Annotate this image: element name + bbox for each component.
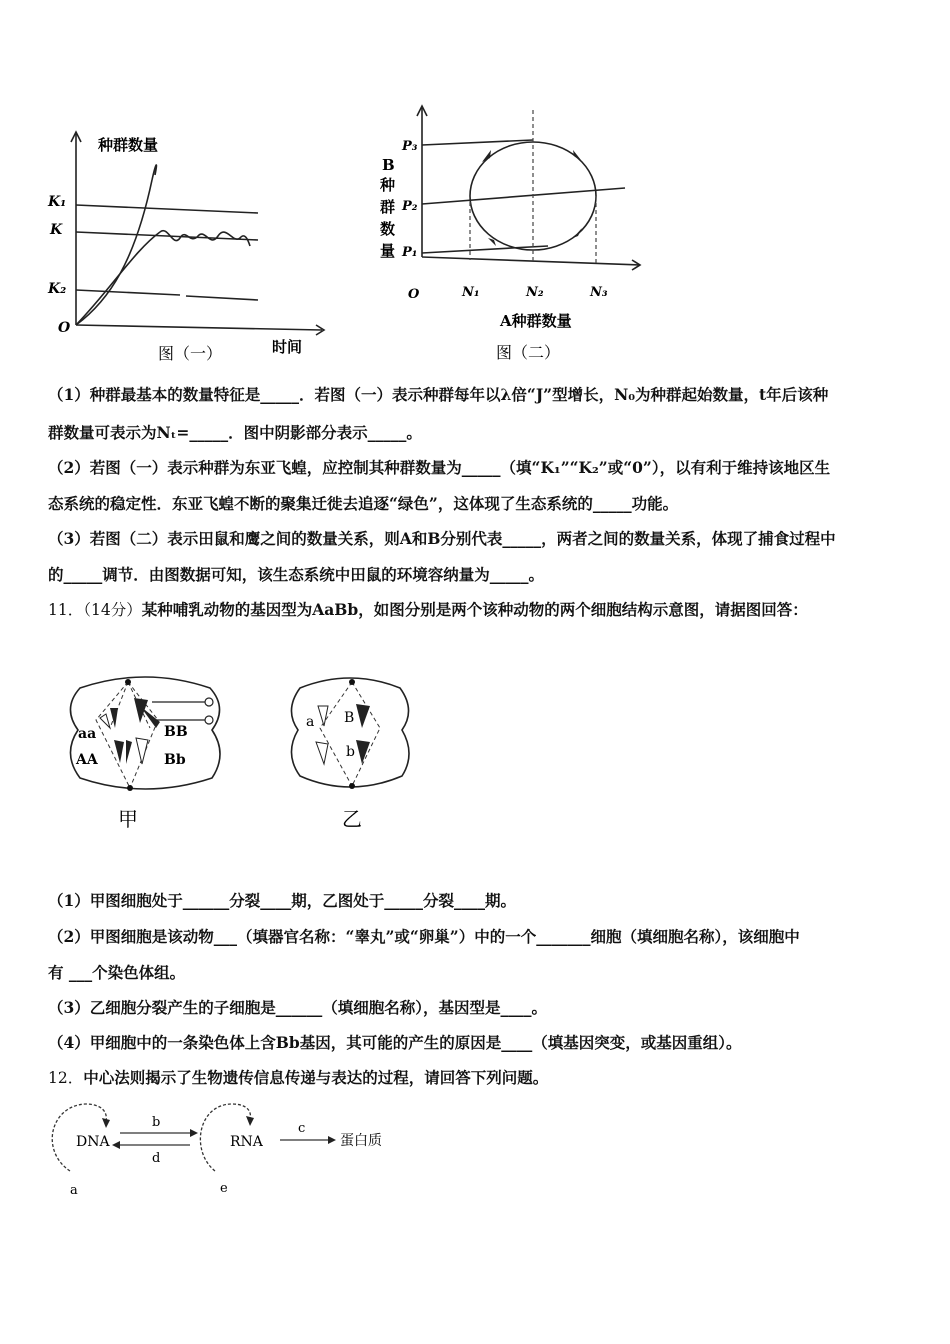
dogma-b-label: b [152, 1115, 161, 1130]
q10-line-5: （3）若图（二）表示田鼠和鹰之间的数量关系，则A和B分别代表_____，两者之间的数量关系，体现了捕食过程中 [48, 529, 836, 548]
cell-jia-aa-label: aa [78, 726, 97, 742]
cell-jia-Bb-label: Bb [164, 752, 186, 768]
fig1-xlabel: 时间 [272, 338, 303, 356]
fig2-ylabel-4: 数 [380, 220, 396, 238]
fig2-origin: O [408, 287, 420, 302]
fig2-n1-label: N₁ [462, 285, 480, 300]
dogma-dna-label: DNA [76, 1134, 110, 1150]
q12-stem [48, 1068, 908, 1088]
fig1-ylabel: 种群数量 [98, 136, 159, 154]
q10-line-4: 态系统的稳定性．东亚飞蝗不断的聚集迁徙去追逐“绿色”，这体现了生态系统的_____功能。 [48, 494, 679, 513]
q10-line-3: （2）若图（一）表示种群为东亚飞蝗，应控制其种群数量为_____（填“K₁”“K₂”或“0”），以有利于维持该地区生 [48, 458, 831, 477]
fig2-n3-label: N₃ [590, 285, 608, 300]
fig2-ylabel-2: 种 [380, 176, 396, 194]
fig2-ylabel-1: B [382, 156, 395, 174]
q10-line-1: （1）种群最基本的数量特征是_____．若图（一）表示种群每年以λ倍“J”型增长，N₀为种群起始数量，t年后该种 [48, 385, 829, 404]
q12-number: 12． [48, 1069, 84, 1087]
cell-yi-caption: 乙 [342, 807, 362, 831]
q11-line-5: （4）甲细胞中的一条染色体上含Bb基因，其可能的产生的原因是____（填基因突变，或基因重组）。 [48, 1033, 742, 1052]
cell-jia-AA-label: AA [76, 752, 98, 768]
dogma-protein-label: 蛋白质 [340, 1133, 382, 1149]
cell-yi-b-label: b [346, 744, 355, 760]
central-dogma-diagram [40, 1096, 400, 1206]
dogma-c-label: c [298, 1121, 306, 1136]
fig1-origin: O [58, 320, 71, 336]
fig2-ylabel-5: 量 [380, 242, 396, 260]
fig2-p2-label: P₂ [402, 199, 418, 214]
q10-line-6: 的_____调节．由图数据可知，该生态系统中田鼠的环境容纳量为_____。 [48, 565, 545, 584]
figure-2-predator-prey-cycle [370, 100, 650, 365]
q11-line-3: 有 ___个染色体组。 [48, 963, 186, 982]
fig1-caption: 图（一） [158, 344, 223, 363]
fig2-xlabel: A种群数量 [500, 312, 572, 330]
q10-line-2: 群数量可表示为Nₜ=_____．图中阴影部分表示_____。 [48, 423, 422, 442]
q12-stem-text: 中心法则揭示了生物遗传信息传递与表达的过程，请回答下列问题。 [83, 1068, 549, 1087]
q11-stem-text: 某种哺乳动物的基因型为AaBb，如图分别是两个该种动物的两个细胞结构示意图，请据图回答： [141, 600, 808, 619]
fig2-p3-label: P₃ [402, 139, 418, 154]
fig2-p1-label: P₁ [402, 245, 418, 260]
fig1-k1-label: K₁ [48, 194, 67, 210]
cell-jia-BB-label: BB [164, 724, 188, 740]
cell-yi-a-label: a [306, 714, 315, 730]
dogma-d-label: d [152, 1151, 161, 1166]
fig2-caption: 图（二） [496, 343, 561, 362]
cell-jia-diagram [60, 668, 230, 833]
fig1-k-label: K [50, 222, 63, 238]
cell-jia-caption: 甲 [118, 807, 138, 831]
q11-number: 11． [48, 601, 84, 619]
dogma-rna-label: RNA [230, 1134, 263, 1150]
cell-yi-diagram [280, 668, 430, 833]
dogma-a-label: a [70, 1183, 78, 1198]
dogma-e-label: e [220, 1181, 228, 1196]
q11-line-4: （3）乙细胞分裂产生的子细胞是______（填细胞名称），基因型是____。 [48, 998, 548, 1017]
cell-yi-B-label: B [344, 710, 355, 726]
q11-score: （14分） [83, 601, 142, 619]
q11-stem [48, 600, 908, 620]
fig1-k2-label: K₂ [48, 281, 67, 297]
figure-1-population-curve [40, 120, 330, 365]
q11-line-2: （2）甲图细胞是该动物___（填器官名称：“睾丸”或“卵巢”）中的一个_______细胞（填细胞名称），该细胞中 [48, 927, 800, 946]
q11-line-1: （1）甲图细胞处于______分裂____期，乙图处于_____分裂____期。 [48, 891, 517, 910]
fig2-n2-label: N₂ [526, 285, 544, 300]
fig2-ylabel-3: 群 [380, 198, 396, 216]
